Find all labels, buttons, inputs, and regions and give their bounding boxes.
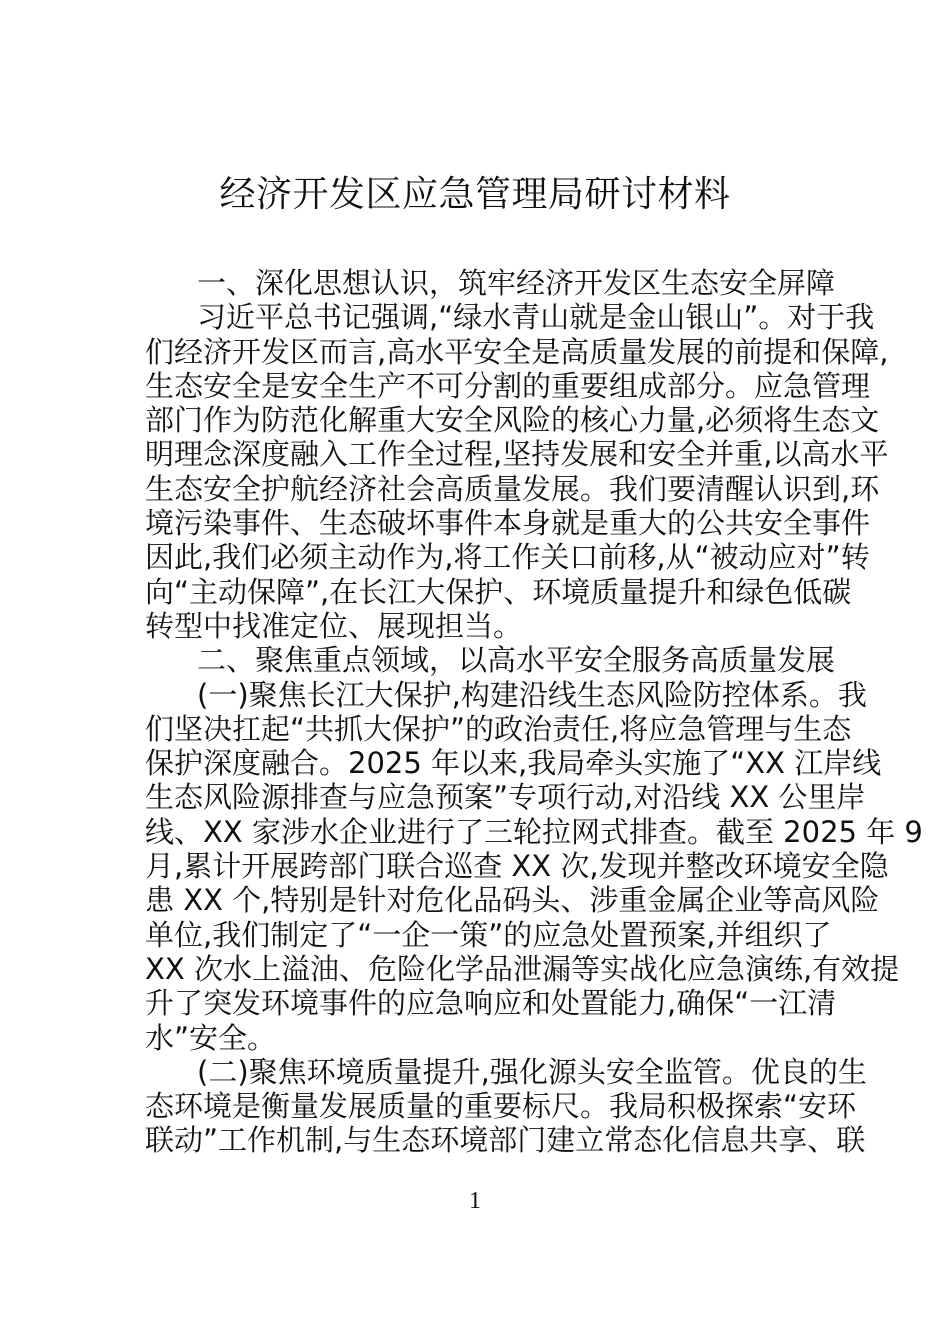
paragraph (145, 1054, 867, 1158)
text-line: 单位,我们制定了“一企一策”的应急处置预案,并组织了 (145, 917, 832, 952)
text-line: 转型中找准定位、展现担当。 (145, 608, 523, 643)
text-line: 因此,我们必须主动作为,将工作关口前移,从“被动应对”转 (145, 540, 870, 575)
text-line: XX 次水上溢油、危险化学品泄漏等实战化应急演练,有效提 (145, 951, 900, 986)
text-line: 水”安全。 (145, 1020, 277, 1055)
text-line: 生态安全是安全生产不可分割的重要组成部分。应急管理 (145, 368, 871, 403)
paragraph (145, 677, 923, 1055)
section-heading (145, 643, 836, 678)
text-line: (二)聚焦环境质量提升,强化源头安全监管。优良的生 (197, 1054, 867, 1089)
text-line: 向“主动保障”,在长江大保护、环境质量提升和绿色低碳 (145, 574, 852, 609)
text-line: 升了突发环境事件的应急响应和处置能力,确保“一江清 (145, 986, 837, 1021)
text-line: 生态风险源排查与应急预案”专项行动,对沿线 XX 公里岸 (145, 780, 866, 815)
document-body (145, 266, 923, 1158)
text-line: 习近平总书记强调,“绿水青山就是金山银山”。对于我 (197, 300, 875, 335)
text-line: 部门作为防范化解重大安全风险的核心力量,必须将生态文 (145, 403, 880, 438)
text-line: 境污染事件、生态破坏事件本身就是重大的公共安全事件 (145, 506, 871, 541)
text-line: 二、聚焦重点领域，以高水平安全服务高质量发展 (197, 643, 836, 678)
text-line: 保护深度融合。2025 年以来,我局牵头实施了“XX 江岸线 (145, 746, 882, 781)
text-line: 一、深化思想认识，筑牢经济开发区生态安全屏障 (197, 266, 836, 300)
paragraph (145, 300, 889, 643)
text-line: 们坚决扛起“共抓大保护”的政治责任,将应急管理与生态 (145, 711, 852, 746)
text-line: 明理念深度融入工作全过程,坚持发展和安全并重,以高水平 (145, 437, 889, 472)
text-line: 线、XX 家涉水企业进行了三轮拉网式排查。截至 2025 年 9 (145, 814, 923, 849)
text-line: 患 XX 个,特别是针对危化品码头、涉重金属企业等高风险 (145, 883, 880, 918)
text-line: (一)聚焦长江大保护,构建沿线生态风险防控体系。我 (197, 677, 867, 712)
text-line: 态环境是衡量发展质量的重要标尺。我局积极探索“安环 (145, 1089, 857, 1124)
text-line: 生态安全护航经济社会高质量发展。我们要清醒认识到,环 (145, 471, 880, 506)
text-line: 联动”工作机制,与生态环境部门建立常态化信息共享、联 (145, 1123, 866, 1158)
text-line: 月,累计开展跨部门联合巡查 XX 次,发现并整改环境安全隐 (145, 849, 889, 884)
document-title: 经济开发区应急管理局研讨材料 (219, 174, 731, 215)
section-heading (145, 266, 836, 300)
text-line: 们经济开发区而言,高水平安全是高质量发展的前提和保障, (145, 334, 889, 369)
page-number: 1 (469, 1188, 481, 1214)
